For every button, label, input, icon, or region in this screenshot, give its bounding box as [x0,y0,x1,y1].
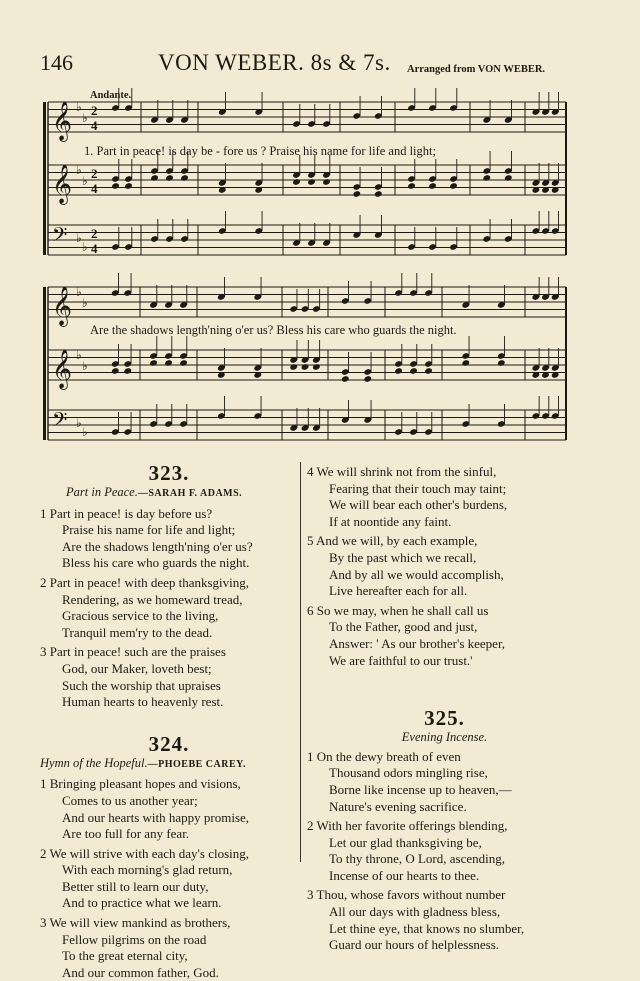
verse-line: Fellow pilgrims on the road [62,931,207,947]
hymn-author-323: —SARAH F. ADAMS. [137,488,243,499]
note-head [322,178,331,186]
verse-line: Are the shadows length'ning o'er us? [62,538,253,554]
note-head [352,190,361,198]
note-head [124,182,133,190]
flat-icon: ♭ [82,425,88,439]
bass-clef-icon: 𝄢 [52,223,68,251]
time-signature-top: 2 [91,103,98,118]
flat-icon: ♭ [76,416,82,430]
verse-line: Rendering, as we homeward tread, [62,591,243,607]
flat-icon: ♭ [82,359,88,373]
verse-line: God, our Maker, loveth best; [62,660,212,676]
stanza [40,506,298,572]
verse-line: Thousand odors mingling rise, [329,765,488,781]
verse-line: All our days with gladness bless, [329,904,501,920]
stanza [307,603,582,669]
stanza [307,749,582,815]
stanza [40,776,298,842]
verse-line: Let our glad thanksgiving be, [329,834,482,850]
verse-line: And our common father, God. [62,964,219,980]
note-head [449,182,458,190]
verse-line: Guard our hours of helplessness. [329,937,500,953]
hymn-325-stanzas [307,749,582,954]
verse-line: 3 We will view mankind as brothers, [40,915,231,931]
hymn-subtitle-324 [40,755,298,774]
note-head [149,359,158,367]
note-head [312,363,321,371]
verse-line: 4 We will shrink not from the sinful, [307,464,497,479]
right-column [307,464,582,954]
hymn-number-323: 323. [148,461,190,485]
hymn-number-324: 324. [148,731,190,756]
note-head [165,174,174,182]
verse-line: 5 And we will, by each example, [307,533,478,549]
verse-line: Bless his care who guards the night. [62,555,250,571]
verse-line: Borne like incense up to heaven,— [329,781,512,797]
verse-line: Are too full for any fear. [62,826,190,842]
verse-line: 1 Bringing pleasant hopes and visions, [40,776,241,792]
hymn-323-continued [307,464,582,669]
verse-line: Human hearts to heavenly rest. [62,694,224,710]
verse-line: To thy throne, O Lord, ascending, [329,851,505,867]
time-signature-top: 2 [91,226,98,241]
verse-line: To the Father, good and just, [329,619,478,635]
verse-line: To the great eternal city, [62,948,188,964]
verse-line: We are faithful to our trust.' [329,652,473,668]
verse-line: Comes to us another year; [62,792,198,808]
verse-line: 3 Part in peace! such are the praises [40,644,226,660]
note-head [424,367,433,375]
verse-line: 1 On the dewy breath of even [307,748,461,764]
note-head [180,174,189,182]
verse-line: Fearing that their touch may taint; [329,480,507,496]
column-divider [300,462,301,862]
note-head [409,367,418,375]
note-head [292,178,301,186]
arranger-credit: Arranged from VON WEBER. [407,64,546,75]
note-head [504,174,513,182]
bass-clef-icon: 𝄢 [52,408,68,436]
hymn-subtitle-323 [40,484,298,503]
stanza [40,644,298,710]
note-head [301,363,310,371]
time-signature-bottom: 4 [91,181,98,196]
hymn-323-stanzas [40,506,298,711]
note-head [123,367,132,375]
note-head [164,359,173,367]
stanza [307,533,582,599]
hymn-title-323: Part in Peace. [66,485,138,499]
verse-line: Incense of our hearts to thee. [329,867,480,883]
note-head [428,182,437,190]
verse-line: And to practice what we learn. [62,895,222,911]
hymn-author-324: —PHOEBE CAREY. [147,758,246,770]
time-signature-bottom: 4 [91,118,98,133]
hymn-title-324: Hymn of the Hopeful. [40,755,148,770]
verse-line: And our hearts with happy promise, [62,809,250,825]
note-head [407,182,416,190]
time-signature-bottom: 4 [91,241,98,256]
note-head [374,190,383,198]
lyric-line-2: Are the shadows length'ning o'er us? Bless his care who guards the night. [90,323,457,337]
verse-line: 6 So we may, when he shall call us [307,602,489,618]
tune-title: VON WEBER. 8s & 7s. [158,50,391,75]
flat-icon: ♭ [76,348,82,362]
stanza [40,846,298,912]
verse-line: 3 Thou, whose favors without number [307,887,506,903]
note-head [289,363,298,371]
note-head [307,178,316,186]
verse-line: 2 With her favorite offerings blending, [307,818,508,834]
left-column [40,462,298,981]
stanza [40,575,298,641]
stanza [307,887,582,953]
flat-icon: ♭ [82,174,88,188]
verse-line: And by all we would accomplish, [329,566,504,582]
verse-line: We will bear each other's burdens, [329,497,508,513]
note-head [111,367,120,375]
note-head [363,375,372,383]
hymn-324-stanzas [40,776,298,981]
verse-line: Nature's evening sacrifice. [329,798,467,814]
verse-line: 1 Part in peace! is day before us? [40,505,213,521]
verse-line: By the past which we recall, [329,549,477,565]
flat-icon: ♭ [76,231,82,245]
hymn-number-325: 325. [424,706,465,731]
note-head [461,359,470,367]
system-brace [43,287,46,440]
stanza [307,818,582,884]
treble-clef-icon: 𝄞 [52,286,73,326]
verse-line: Gracious service to the living, [62,608,219,624]
note-head [394,367,403,375]
treble-clef-icon: 𝄞 [52,349,73,389]
flat-icon: ♭ [82,111,88,125]
flat-icon: ♭ [76,163,82,177]
verse-line: Such the worship that upraises [62,677,221,693]
verse-line: Let thine eye, that knows no slumber, [329,920,525,936]
verse-line: 2 Part in peace! with deep thanksgiving, [40,574,250,590]
tempo-marking: Andante. [90,90,132,101]
note-head [179,359,188,367]
hymn-title-325: Evening Incense. [401,730,488,745]
treble-clef-icon: 𝄞 [52,164,73,204]
flat-icon: ♭ [76,285,82,299]
flat-icon: ♭ [82,240,88,254]
treble-clef-icon: 𝄞 [52,101,73,141]
note-head [150,174,159,182]
note-head [111,182,120,190]
verse-line: 2 We will strive with each day's closing, [40,845,250,861]
verse-line: Answer: ' As our brother's keeper, [329,635,506,651]
system-brace [43,102,46,255]
note-head [482,174,491,182]
verse-line: Praise his name for life and light; [62,522,236,538]
stanza [307,464,582,530]
verse-line: With each morning's glad return, [62,862,233,878]
flat-icon: ♭ [76,100,82,114]
verse-line: Better still to learn our duty, [62,878,209,894]
lyric-line-1: 1. Part in peace! is day be - fore us ? Praise his name for life and light; [84,144,436,158]
note-head [497,359,506,367]
page-number: 146 [40,50,73,75]
time-signature-top: 2 [91,166,98,181]
flat-icon: ♭ [82,296,88,310]
verse-line: If at noontide any faint. [329,513,452,529]
music-score [0,0,640,460]
verse-line: Live hereafter each for all. [329,583,468,599]
stanza [40,915,298,981]
verse-line: Tranquil mem'ry to the dead. [62,624,213,640]
note-head [341,375,350,383]
